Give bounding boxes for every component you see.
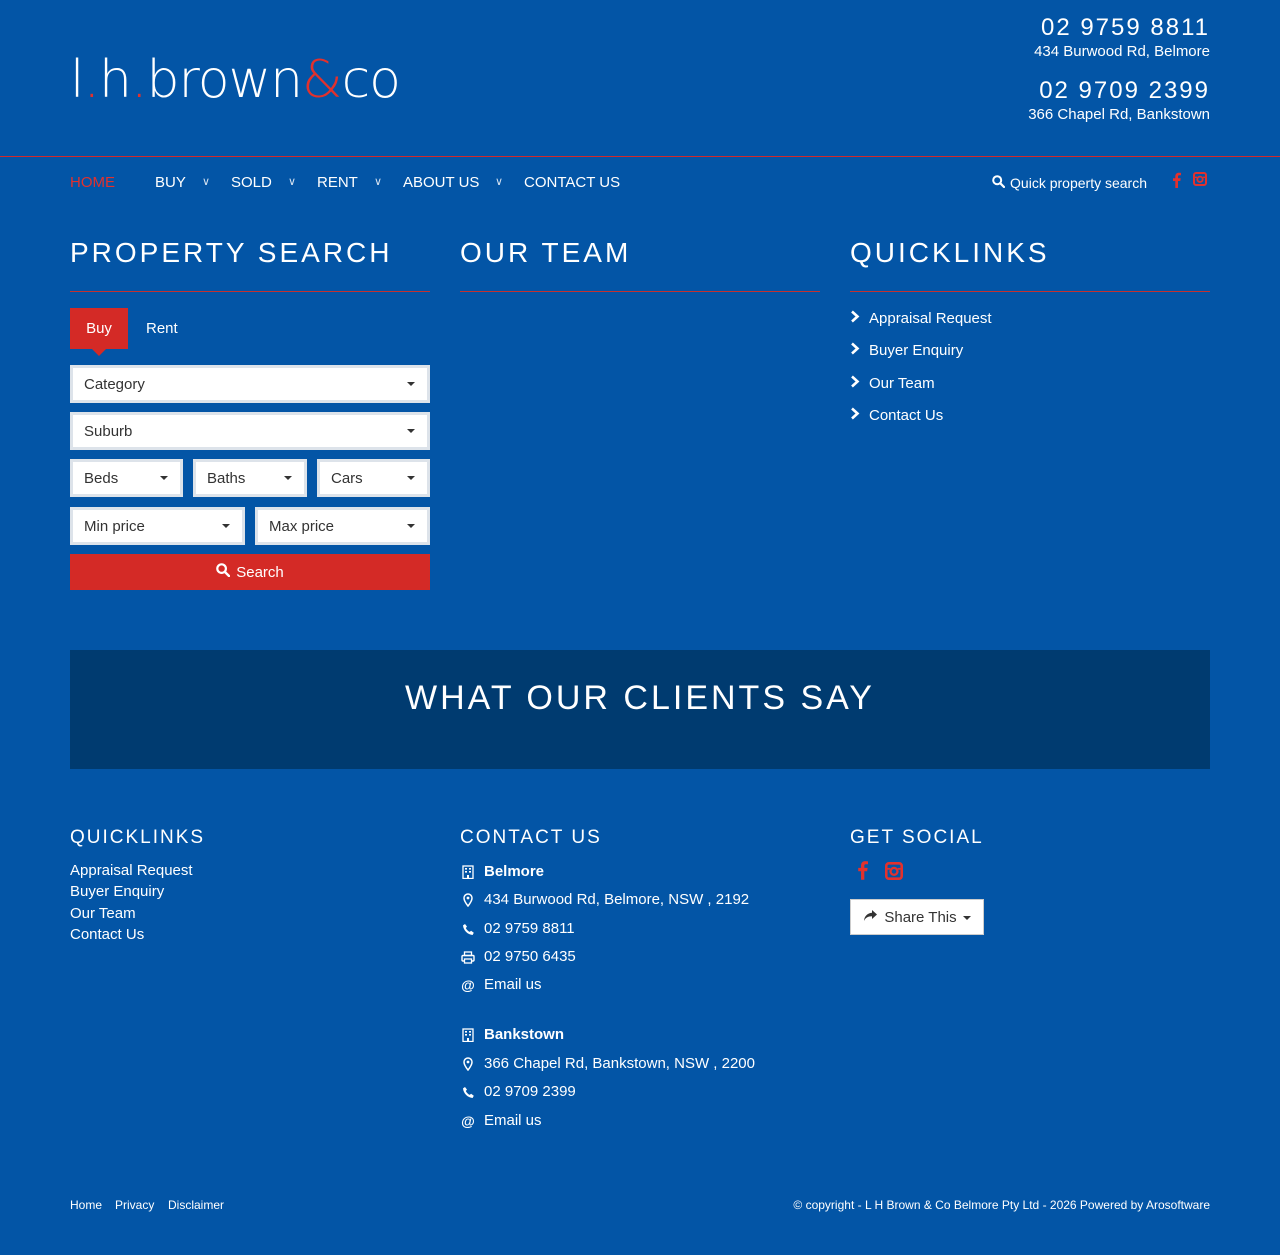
caret-down-icon <box>407 429 415 433</box>
share-this-button[interactable] <box>850 899 984 935</box>
nav-buy[interactable]: BUY <box>155 174 186 191</box>
quicklink-contact-us[interactable] <box>850 407 943 425</box>
instagram-icon[interactable] <box>885 862 903 885</box>
baths-select[interactable] <box>193 459 307 497</box>
instagram-icon[interactable] <box>1193 172 1207 191</box>
suburb-select-value: Suburb <box>84 422 133 440</box>
search-icon <box>216 563 230 581</box>
belmore-phone[interactable]: 02 9759 8811 <box>1040 14 1210 41</box>
quick-search-label: Quick property search <box>1010 175 1147 191</box>
nav-contact-us[interactable]: CONTACT US <box>524 174 621 191</box>
caret-down-icon <box>284 476 292 480</box>
copyright-text: © copyright - L H Brown & Co Belmore Pty Ltd - 2026 Powered by Arosoftware <box>793 1198 1210 1212</box>
chevron-down-icon[interactable]: ∨ <box>374 176 383 188</box>
footer-link-buyer-enquiry[interactable]: Buyer Enquiry <box>70 883 165 900</box>
print-icon <box>460 951 476 964</box>
footer-link-contact-us[interactable]: Contact Us <box>70 926 145 943</box>
phone-icon <box>460 1086 476 1099</box>
belmore-fax-row <box>460 948 576 966</box>
bankstown-office-name: Bankstown <box>484 1026 565 1043</box>
min-price-select[interactable] <box>70 507 245 545</box>
bankstown-address: 366 Chapel Rd, Bankstown <box>1028 106 1210 123</box>
belmore-email-row[interactable] <box>460 976 542 994</box>
bankstown-footer-phone: 02 9709 2399 <box>484 1083 576 1100</box>
bankstown-address-row <box>460 1055 755 1073</box>
quicklink-label: Contact Us <box>869 407 944 424</box>
category-select-value: Category <box>84 375 145 393</box>
belmore-address-row <box>460 891 749 909</box>
max-price-select[interactable] <box>255 507 430 545</box>
logo-text: l.h.brown&co <box>70 50 400 110</box>
bankstown-email-row[interactable] <box>460 1112 542 1130</box>
caret-down-icon <box>407 524 415 528</box>
belmore-office-name: Belmore <box>484 863 545 880</box>
chevron-right-icon <box>850 342 860 360</box>
quicklink-our-team[interactable] <box>850 375 935 393</box>
chevron-down-icon[interactable]: ∨ <box>202 176 211 188</box>
belmore-full-address: 434 Burwood Rd, Belmore, NSW , 2192 <box>484 891 750 908</box>
map-marker-icon <box>460 1057 476 1071</box>
caret-down-icon <box>160 476 168 480</box>
footer-home-link[interactable]: Home <box>70 1198 103 1212</box>
caret-down-icon <box>407 382 415 386</box>
map-marker-icon <box>460 893 476 907</box>
search-button[interactable] <box>70 554 430 590</box>
nav-rent[interactable]: RENT <box>317 174 358 191</box>
divider <box>70 291 430 292</box>
our-team-title: OUR TEAM <box>460 237 632 268</box>
chevron-down-icon[interactable]: ∨ <box>495 176 504 188</box>
beds-select-value: Beds <box>84 469 119 487</box>
bankstown-office <box>460 1026 564 1044</box>
facebook-icon[interactable] <box>857 860 868 885</box>
min-price-select-value: Min price <box>84 517 145 535</box>
quick-search-link[interactable] <box>992 174 1147 192</box>
cars-select[interactable] <box>317 459 430 497</box>
footer-disclaimer-link[interactable]: Disclaimer <box>168 1198 225 1212</box>
quicklink-label: Our Team <box>869 375 935 392</box>
share-icon <box>863 909 878 926</box>
at-icon: @ <box>461 1113 475 1129</box>
bankstown-full-address: 366 Chapel Rd, Bankstown, NSW , 2200 <box>484 1055 755 1072</box>
footer-social-title: GET SOCIAL <box>850 827 984 848</box>
belmore-office <box>460 863 544 881</box>
divider <box>850 291 1210 292</box>
quicklink-label: Appraisal Request <box>869 310 992 327</box>
quicklink-appraisal-request[interactable] <box>850 310 992 328</box>
suburb-select[interactable] <box>70 412 430 450</box>
share-this-label: Share This <box>884 908 957 926</box>
belmore-phone-row[interactable] <box>460 920 575 938</box>
property-search-title: PROPERTY SEARCH <box>70 237 393 268</box>
nav-divider <box>0 156 1280 157</box>
nav-about-us[interactable]: ABOUT US <box>403 174 480 191</box>
testimonials-title: WHAT OUR CLIENTS SAY <box>405 679 875 717</box>
search-button-label: Search <box>236 563 284 581</box>
chevron-right-icon <box>850 310 860 328</box>
chevron-right-icon <box>850 407 860 425</box>
quicklink-buyer-enquiry[interactable] <box>850 342 963 360</box>
footer-privacy-link[interactable]: Privacy <box>115 1198 155 1212</box>
tab-buy[interactable]: Buy <box>70 308 128 349</box>
caret-down-icon <box>407 476 415 480</box>
belmore-email-link[interactable]: Email us <box>484 976 542 993</box>
belmore-address: 434 Burwood Rd, Belmore <box>1034 43 1210 60</box>
belmore-fax: 02 9750 6435 <box>484 948 576 965</box>
footer-quicklinks-title: QUICKLINKS <box>70 827 206 848</box>
cars-select-value: Cars <box>331 469 363 487</box>
bankstown-phone-row[interactable] <box>460 1083 576 1101</box>
site-logo[interactable] <box>70 50 400 110</box>
bankstown-email-link[interactable]: Email us <box>484 1112 542 1129</box>
caret-down-icon <box>963 916 971 920</box>
footer-link-appraisal-request[interactable]: Appraisal Request <box>70 862 193 879</box>
facebook-icon[interactable] <box>1172 172 1181 193</box>
belmore-footer-phone: 02 9759 8811 <box>484 920 575 937</box>
category-select[interactable] <box>70 365 430 403</box>
baths-select-value: Baths <box>207 469 246 487</box>
beds-select[interactable] <box>70 459 183 497</box>
nav-sold[interactable]: SOLD <box>231 174 272 191</box>
chevron-down-icon[interactable]: ∨ <box>288 176 297 188</box>
building-icon <box>460 865 476 879</box>
bankstown-phone[interactable]: 02 9709 2399 <box>1039 77 1210 104</box>
nav-home[interactable]: HOME <box>70 174 115 191</box>
caret-down-icon <box>222 524 230 528</box>
building-icon <box>460 1028 476 1042</box>
phone-icon <box>460 923 476 936</box>
footer-contact-title: CONTACT US <box>460 827 602 848</box>
divider <box>460 291 820 292</box>
tab-rent[interactable]: Rent <box>146 320 178 337</box>
chevron-right-icon <box>850 375 860 393</box>
footer-link-our-team[interactable]: Our Team <box>70 905 136 922</box>
at-icon: @ <box>461 977 475 993</box>
search-icon <box>992 174 1005 192</box>
max-price-select-value: Max price <box>269 517 335 535</box>
quicklinks-title: QUICKLINKS <box>850 237 1050 268</box>
quicklink-label: Buyer Enquiry <box>869 342 964 359</box>
